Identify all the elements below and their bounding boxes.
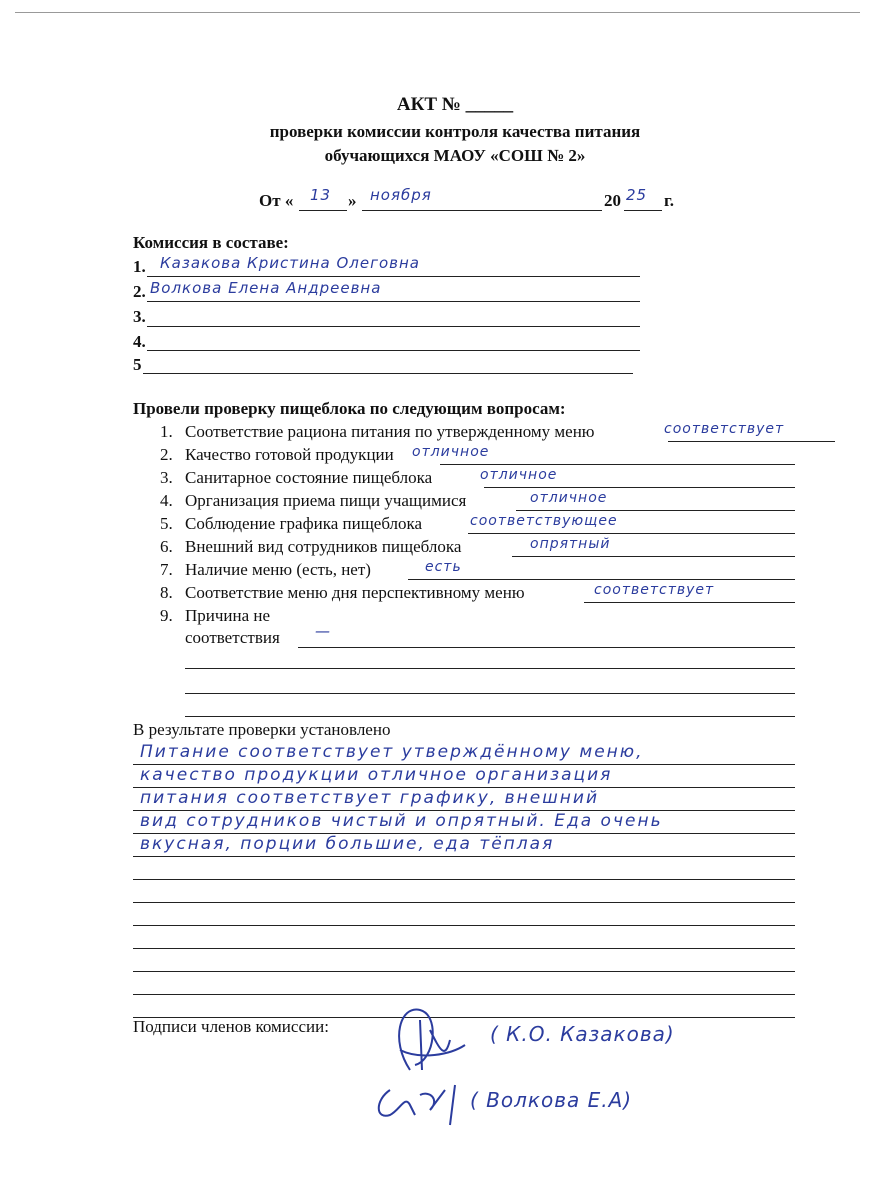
signature-1-scribble [380,1000,470,1080]
item-answer: соответствующее [470,513,618,529]
item-answer: есть [425,559,462,575]
scan-edge [15,12,860,13]
result-text-line: вкусная, порции большие, еда тёплая [140,834,555,854]
date-mid: » [348,191,357,210]
item-answer: отличное [530,490,608,506]
item-label-2: соответствия [185,628,280,647]
member-name: Казакова Кристина Олеговна [160,254,420,272]
item-number: 5. [160,514,173,533]
item-label: Наличие меню (есть, нет) [185,560,371,579]
item-number: 9. [160,606,173,625]
inspection-heading: Провели проверку пищеблока по следующим вопросам: [133,399,566,418]
item-number: 8. [160,583,173,602]
ruled-line [133,925,795,926]
ruled-line [133,879,795,880]
item-number: 3. [160,468,173,487]
member-name: Волкова Елена Андреевна [150,279,382,297]
signatures-label: Подписи членов комиссии: [133,1017,329,1036]
date-month: ноября [370,186,432,204]
ruled-line [133,948,795,949]
item-number: 1. [160,422,173,441]
signature-2-name: ( Волкова Е.А) [470,1088,633,1112]
item-label: Соответствие рациона питания по утвержденному меню [185,422,595,441]
item-label: Причина не [185,606,271,625]
result-text-line: Питание соответствует утверждённому меню, [140,742,644,762]
signature-2-scribble [370,1080,480,1130]
result-text-line: вид сотрудников чистый и опрятный. Еда очень [140,811,663,831]
commission-heading: Комиссия в составе: [133,233,289,252]
document-page: АКТ № _____ проверки комиссии контроля качества питания обучающихся МАОУ «СОШ № 2» От « 13 » ноября 20 25 г. Комиссия в составе: 1. Казакова Кристина Олеговна 2. Волкова Елена Андреевна 3. 4. 5 Провели проверку пищеблока по следующим вопросам: 1. Соответствие рациона питания по утвержденному меню соответствует 2. Качество готовой продукции отличное 3. Санитарное состояние пищеблока отличное 4. Организация приема пищи учащимися отличное 5. Соблюдение графика пищеблока соответствующее 6. Внешний вид сотрудников пищеблока опрятный 7. Наличие меню (есть, нет) есть 8. Соответствие меню дня перспективному меню соответствует 9. Причина не соответствия — В результате проверки установлено Питание соответствует утверждённому меню, качество продукции отличное организация питания соответствует графику, внешний вид сотрудников чистый и опрятный. Еда очень вкусная, порции большие, еда тёплая Подписи членов комиссии: ( К.О. Казакова) ( Волкова Е.А) [0,0,873,1200]
item-label: Соблюдение графика пищеблока [185,514,423,533]
date-suffix: г. [664,191,675,210]
act-subtitle-2: обучающихся МАОУ «СОШ № 2» [324,146,586,165]
item-answer: опрятный [530,536,611,552]
item-answer: отличное [412,444,490,460]
item-answer: отличное [480,467,558,483]
date-year-prefix: 20 [604,191,621,210]
item-label: Санитарное состояние пищеблока [185,468,433,487]
item-number: 4. [160,491,173,510]
result-heading: В результате проверки установлено [133,720,391,739]
date-prefix: От « [259,191,294,210]
ruled-line [133,971,795,972]
date-year: 25 [626,186,648,204]
item-label: Качество готовой продукции [185,445,394,464]
result-text-line: качество продукции отличное организация [140,765,613,785]
item-label: Организация приема пищи учащимися [185,491,467,510]
item-label: Соответствие меню дня перспективному меню [185,583,525,602]
item-number: 6. [160,537,173,556]
act-subtitle-1: проверки комиссии контроля качества питания [269,122,641,141]
ruled-line [133,994,795,995]
item-number: 2. [160,445,173,464]
signature-1-name: ( К.О. Казакова) [490,1022,675,1046]
item-answer: соответствует [664,421,785,437]
act-title: АКТ № _____ [396,94,514,115]
item-number: 7. [160,560,173,579]
ruled-line [133,902,795,903]
result-text-line: питания соответствует графику, внешний [140,788,600,808]
date-day: 13 [310,186,332,204]
item-answer: соответствует [594,582,715,598]
item-label: Внешний вид сотрудников пищеблока [185,537,462,556]
ruled-line [133,856,795,857]
item-answer: — [315,622,331,640]
